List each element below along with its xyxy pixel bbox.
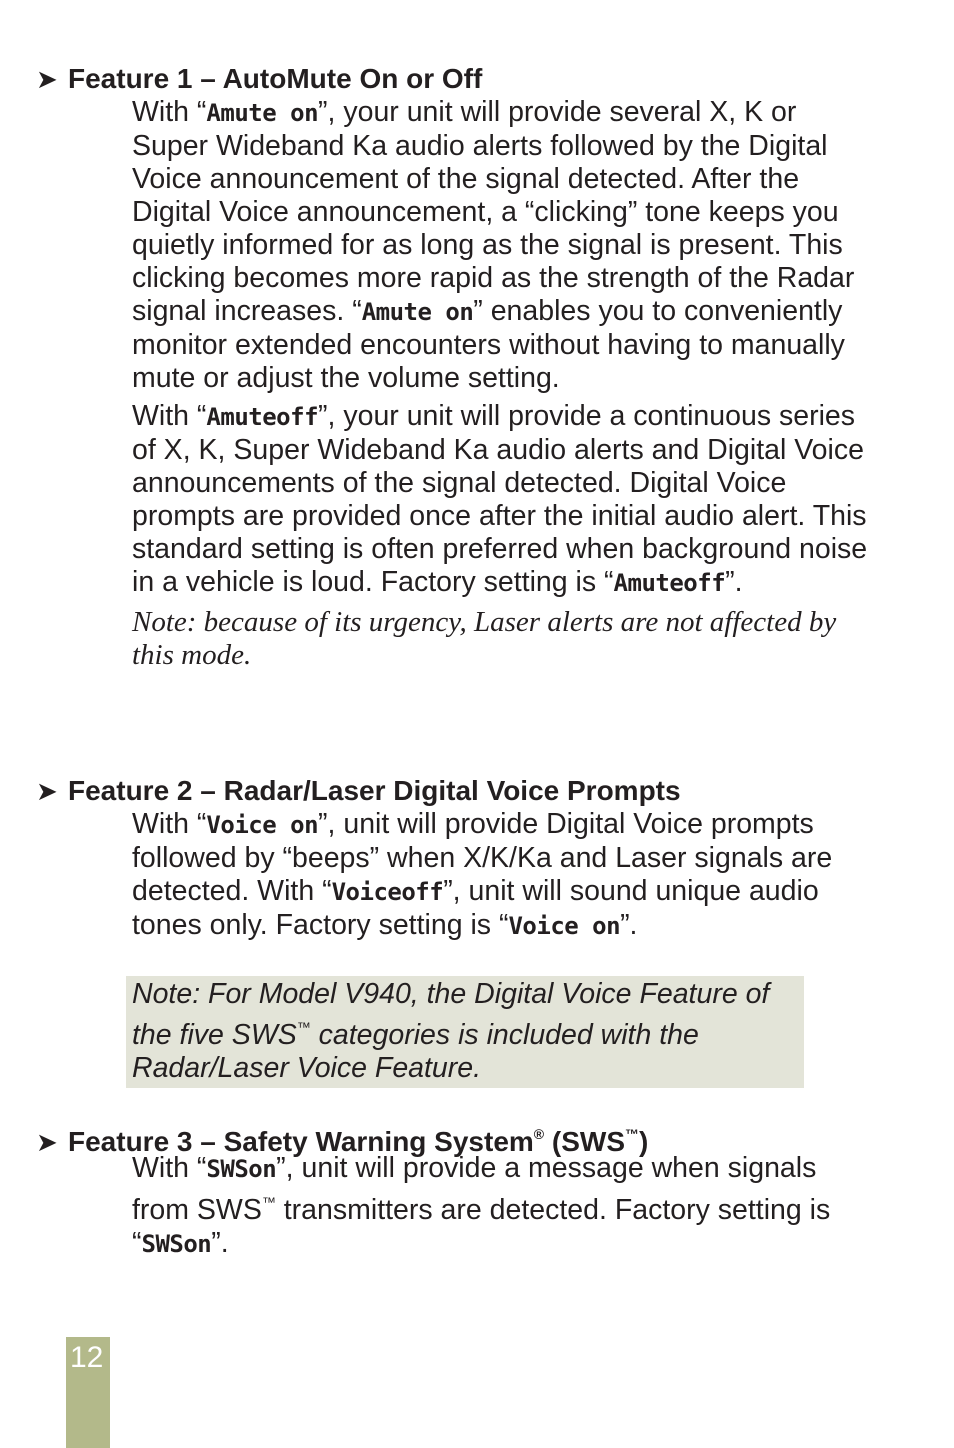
text-run: With “ <box>132 1152 207 1184</box>
lcd-display-text: SWSon <box>141 1230 212 1258</box>
lcd-display-text: Amuteoff <box>613 569 726 597</box>
text-run: ”, unit will sound unique audio tones only. Factory setting is “ <box>132 875 819 941</box>
text-run: With “ <box>132 96 207 128</box>
feature-1-body <box>132 96 872 672</box>
text-run: ”, your unit will provide several X, K or Super Wideband Ka audio alerts followed by the Digital Voice announcement of the signal detected. After the Digital Voice announcement, a “clicking” tone keeps you quietly informed for as long as the signal is present. This clicking becomes more rapid as the strength of the Radar signal increases. “ <box>132 96 855 327</box>
lcd-display-text: Amute on <box>361 298 474 326</box>
feature-2-heading <box>36 774 681 808</box>
lcd-display-text: Voice on <box>206 811 319 839</box>
feature-3-title-part: (SWS <box>544 1126 626 1157</box>
feature-1-title: Feature 1 – AutoMute On or Off <box>68 63 483 94</box>
registered-symbol: ® <box>533 1126 545 1142</box>
lcd-display-text: Amuteoff <box>206 403 319 431</box>
feature-3-body <box>132 1152 872 1261</box>
lcd-display-text: Voice on <box>508 912 621 940</box>
text-run: ” enables you to conveniently monitor extended encounters without having to manually mute or adjust the volume setting. <box>132 295 845 394</box>
text-run: transmitters are detected. Factory setting is “ <box>132 1194 831 1259</box>
text-run: With “ <box>132 808 207 840</box>
text-run: ”, unit will provide Digital Voice prompts followed by “beeps” when X/K/Ka and Laser signals are detected. With “ <box>132 808 833 907</box>
text-run: With “ <box>132 400 207 432</box>
feature-2-body <box>132 808 872 943</box>
trademark-symbol: ™ <box>261 1194 276 1210</box>
page-number: 12 <box>70 1341 104 1374</box>
feature-1-heading <box>36 62 482 96</box>
feature-3-paragraph <box>132 1152 872 1261</box>
feature-2-title: Feature 2 – Radar/Laser Digital Voice Prompts <box>68 775 681 806</box>
feature-3-title: Feature 3 – Safety Warning System <box>68 1126 534 1157</box>
note-text: categories is included with the Radar/Laser Voice Feature. <box>132 1019 699 1084</box>
note-text: Note: For Model V940, the Digital Voice Feature of the five SWS <box>132 978 770 1051</box>
trademark-symbol: ™ <box>296 1019 311 1035</box>
text-run: ”, unit will provide a message when signals from SWS <box>132 1152 817 1226</box>
arrow-bullet-icon: ➤ <box>36 64 58 94</box>
model-note-highlight <box>126 976 804 1088</box>
feature-3-title-part: ) <box>639 1126 649 1157</box>
feature-1-note: Note: because of its urgency, Laser alerts are not affected by this mode. <box>132 606 837 671</box>
page-number-tab <box>66 1337 110 1448</box>
text-run: ”, your unit will provide a continuous series of X, K, Super Wideband Ka audio alerts and Digital Voice announcements of the signal detected. Digital Voice prompts are provided once after the initial audio alert. This standard setting is often preferred when background noise in a vehicle is loud. Factory setting is “ <box>132 400 868 598</box>
feature-2-paragraph <box>132 808 872 943</box>
text-run: ”. <box>620 909 638 941</box>
arrow-bullet-icon: ➤ <box>36 776 58 806</box>
lcd-display-text: Voiceoff <box>331 878 444 906</box>
feature-1-paragraph-1 <box>132 96 872 395</box>
text-run: ”. <box>211 1227 229 1259</box>
arrow-bullet-icon: ➤ <box>36 1127 58 1157</box>
text-run: ”. <box>725 566 743 598</box>
lcd-display-text: SWSon <box>206 1155 277 1183</box>
feature-1-paragraph-2 <box>132 400 872 600</box>
trademark-symbol: ™ <box>625 1126 640 1142</box>
lcd-display-text: Amute on <box>206 99 319 127</box>
